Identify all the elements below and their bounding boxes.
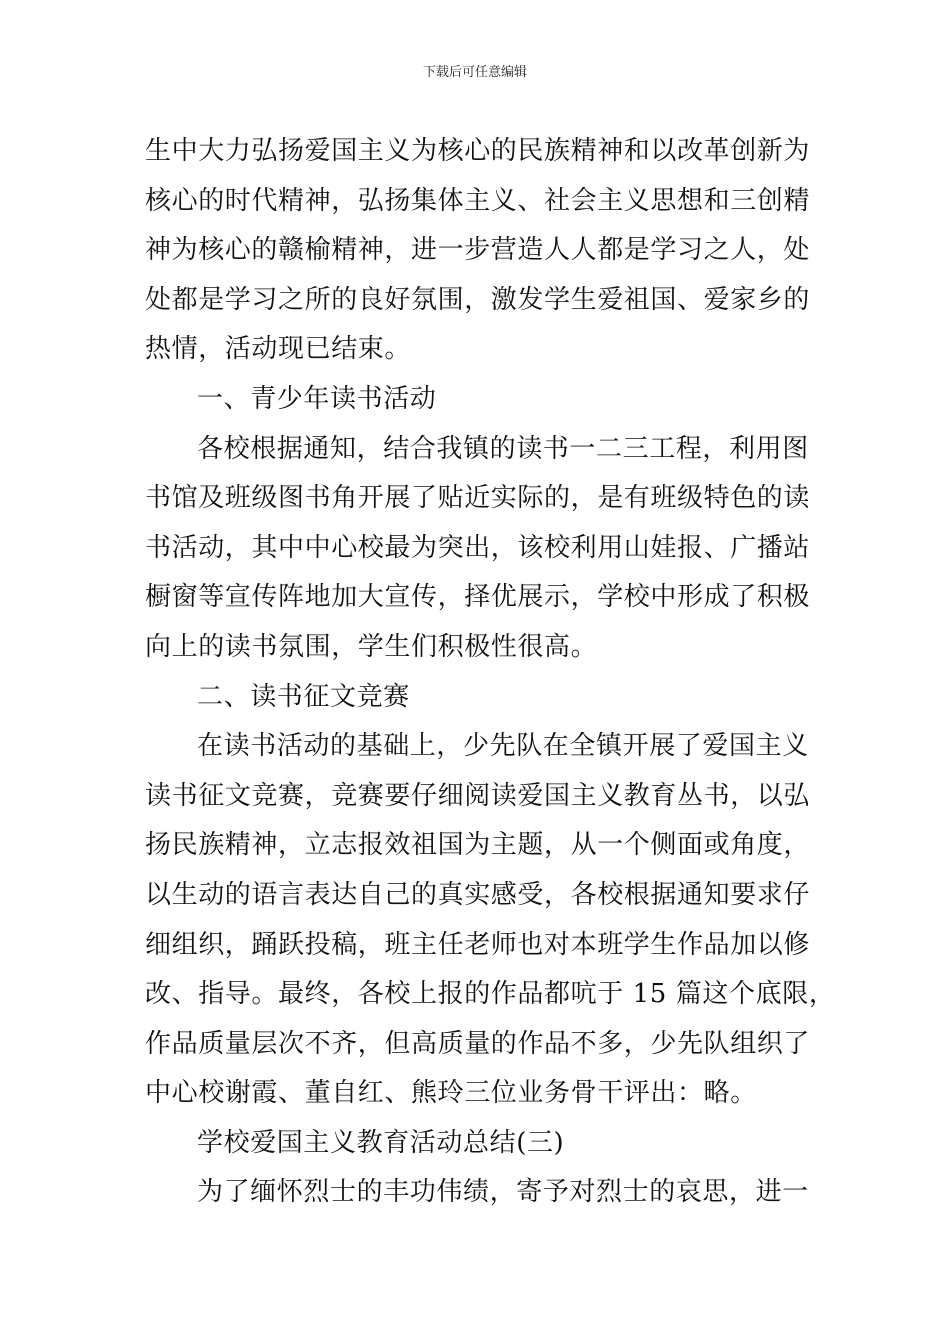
text-line: 书馆及班级图书角开展了贴近实际的，是有班级特色的读 [145,483,811,514]
page-header-note: 下载后可任意编辑 [422,65,527,80]
text-line: 作品质量层次不齐，但高质量的作品不多，少先队组织了 [145,1028,811,1059]
text-line: 中心校谢霞、董自红、熊玲三位业务骨干评出：略。 [145,1078,757,1109]
text-line: 改、指导。最终，各校上报的作品都吭于 15 篇这个底限， [145,979,836,1010]
text-line: 核心的时代精神，弘扬集体主义、社会主义思想和三创精 [145,185,811,216]
text-line: 为了缅怀烈士的丰功伟绩，寄予对烈士的哀思，进一 [197,1177,809,1208]
text-line: 细组织，踊跃投稿，班主任老师也对本班学生作品加以修 [145,929,811,960]
text-line: 生中大力弘扬爱国主义为核心的民族精神和以改革创新为 [145,136,811,166]
text-line: 热情，活动现已结束。 [145,334,412,365]
text-line: 二、读书征文竞赛 [197,681,410,712]
text-line: 学校爱国主义教育活动总结(三) [197,1127,565,1158]
text-line: 处都是学习之所的良好氛围，激发学生爱祖国、爱家乡的 [145,284,811,315]
text-line: 书活动，其中中心校最为突出，该校利用山娃报、广播站 [145,532,811,563]
text-line: 扬民族精神，立志报效祖国为主题，从一个侧面或角度， [145,830,811,861]
text-line: 向上的读书氛围，学生们积极性很高。 [145,631,598,662]
text-line: 各校根据通知，结合我镇的读书一二三工程，利用图 [197,433,809,464]
text-line: 橱窗等宣传阵地加大宣传，择优展示，学校中形成了积极 [145,582,811,613]
text-line: 以生动的语言表达自己的真实感受，各校根据通知要求仔 [145,879,811,910]
document-body [145,127,836,1218]
text-line: 一、青少年读书活动 [197,383,437,414]
text-line: 读书征文竞赛，竞赛要仔细阅读爱国主义教育丛书，以弘 [145,780,811,811]
text-line: 神为核心的赣榆精神，进一步营造人人都是学习之人，处 [145,235,811,266]
text-line: 在读书活动的基础上，少先队在全镇开展了爱国主义 [197,731,809,762]
